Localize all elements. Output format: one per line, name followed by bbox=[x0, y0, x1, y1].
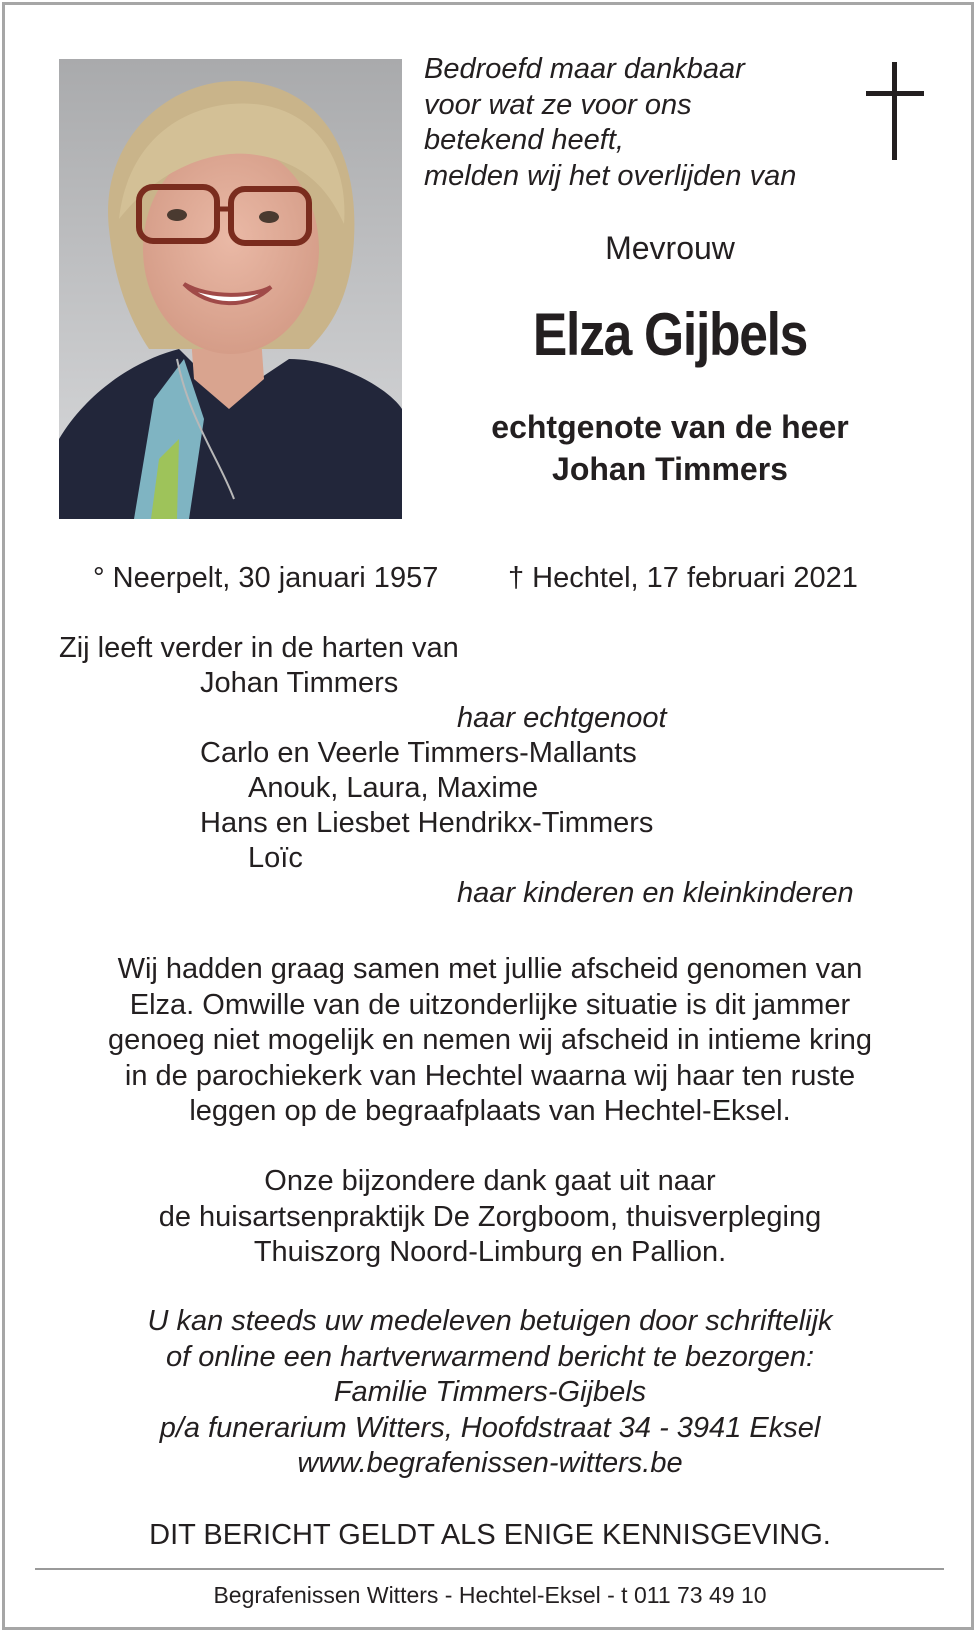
text-line: Wij hadden graag samen met jullie afscheid genomen van bbox=[117, 953, 863, 985]
family-member: Anouk, Laura, Maxime bbox=[248, 772, 539, 804]
text-line: leggen op de begraafplaats van Hechtel-Eksel. bbox=[189, 1095, 791, 1127]
divider bbox=[35, 1568, 944, 1570]
text-line: U kan steeds uw medeleven betuigen door schriftelijk bbox=[147, 1305, 833, 1337]
family-member: Loïc bbox=[248, 842, 303, 874]
text-line: genoeg niet mogelijk en nemen wij afscheid in intieme kring bbox=[107, 1024, 873, 1056]
intro-line: voor wat ze voor ons bbox=[424, 88, 692, 121]
family-member: Carlo en Veerle Timmers-Mallants bbox=[200, 737, 637, 769]
portrait-photo bbox=[59, 59, 402, 519]
text-line: Thuiszorg Noord-Limburg en Pallion. bbox=[253, 1236, 727, 1268]
spouse-info bbox=[430, 406, 910, 490]
intro-text bbox=[424, 52, 844, 194]
intro-line: melden wij het overlijden van bbox=[424, 159, 797, 192]
family-role: haar echtgenoot bbox=[457, 702, 667, 734]
family-intro: Zij leeft verder in de harten van bbox=[59, 632, 459, 664]
website-link[interactable]: www.begrafenissen-witters.be bbox=[297, 1447, 683, 1479]
family-address-name: Familie Timmers-Gijbels bbox=[333, 1376, 647, 1408]
spouse-line: echtgenote van de heer bbox=[491, 409, 849, 445]
birth-date: ° Neerpelt, 30 januari 1957 bbox=[93, 562, 439, 594]
condolences-text bbox=[40, 1304, 940, 1482]
family-role: haar kinderen en kleinkinderen bbox=[457, 877, 854, 909]
family-member: Hans en Liesbet Hendrikx-Timmers bbox=[200, 807, 654, 839]
footer-text: Begrafenissen Witters - Hechtel-Eksel - t 011 73 49 10 bbox=[213, 1582, 767, 1608]
text-line: Onze bijzondere dank gaat uit naar bbox=[264, 1165, 716, 1197]
family-member: Johan Timmers bbox=[200, 667, 399, 699]
intro-line: Bedroefd maar dankbaar bbox=[424, 53, 745, 85]
death-date: † Hechtel, 17 februari 2021 bbox=[508, 562, 858, 594]
farewell-text bbox=[40, 952, 940, 1130]
notice-text: DIT BERICHT GELDT ALS ENIGE KENNISGEVING. bbox=[149, 1519, 831, 1551]
deceased-name: Elza Gijbels bbox=[532, 301, 808, 368]
intro-line: betekend heeft, bbox=[424, 124, 624, 156]
cross-icon bbox=[866, 62, 924, 160]
text-line: in de parochiekerk van Hechtel waarna wij haar ten ruste bbox=[124, 1059, 856, 1092]
text-line: of online een hartverwarmend bericht te bezorgen: bbox=[165, 1340, 815, 1373]
spouse-name: Johan Timmers bbox=[552, 451, 788, 487]
funeral-home-address: p/a funerarium Witters, Hoofdstraat 34 - 3941 Eksel bbox=[159, 1411, 821, 1444]
text-line: de huisartsenpraktijk De Zorgboom, thuisverpleging bbox=[158, 1200, 822, 1233]
thanks-text bbox=[40, 1164, 940, 1271]
text-line: Elza. Omwille van de uitzonderlijke situatie is dit jammer bbox=[129, 988, 851, 1021]
salutation: Mevrouw bbox=[605, 230, 735, 266]
